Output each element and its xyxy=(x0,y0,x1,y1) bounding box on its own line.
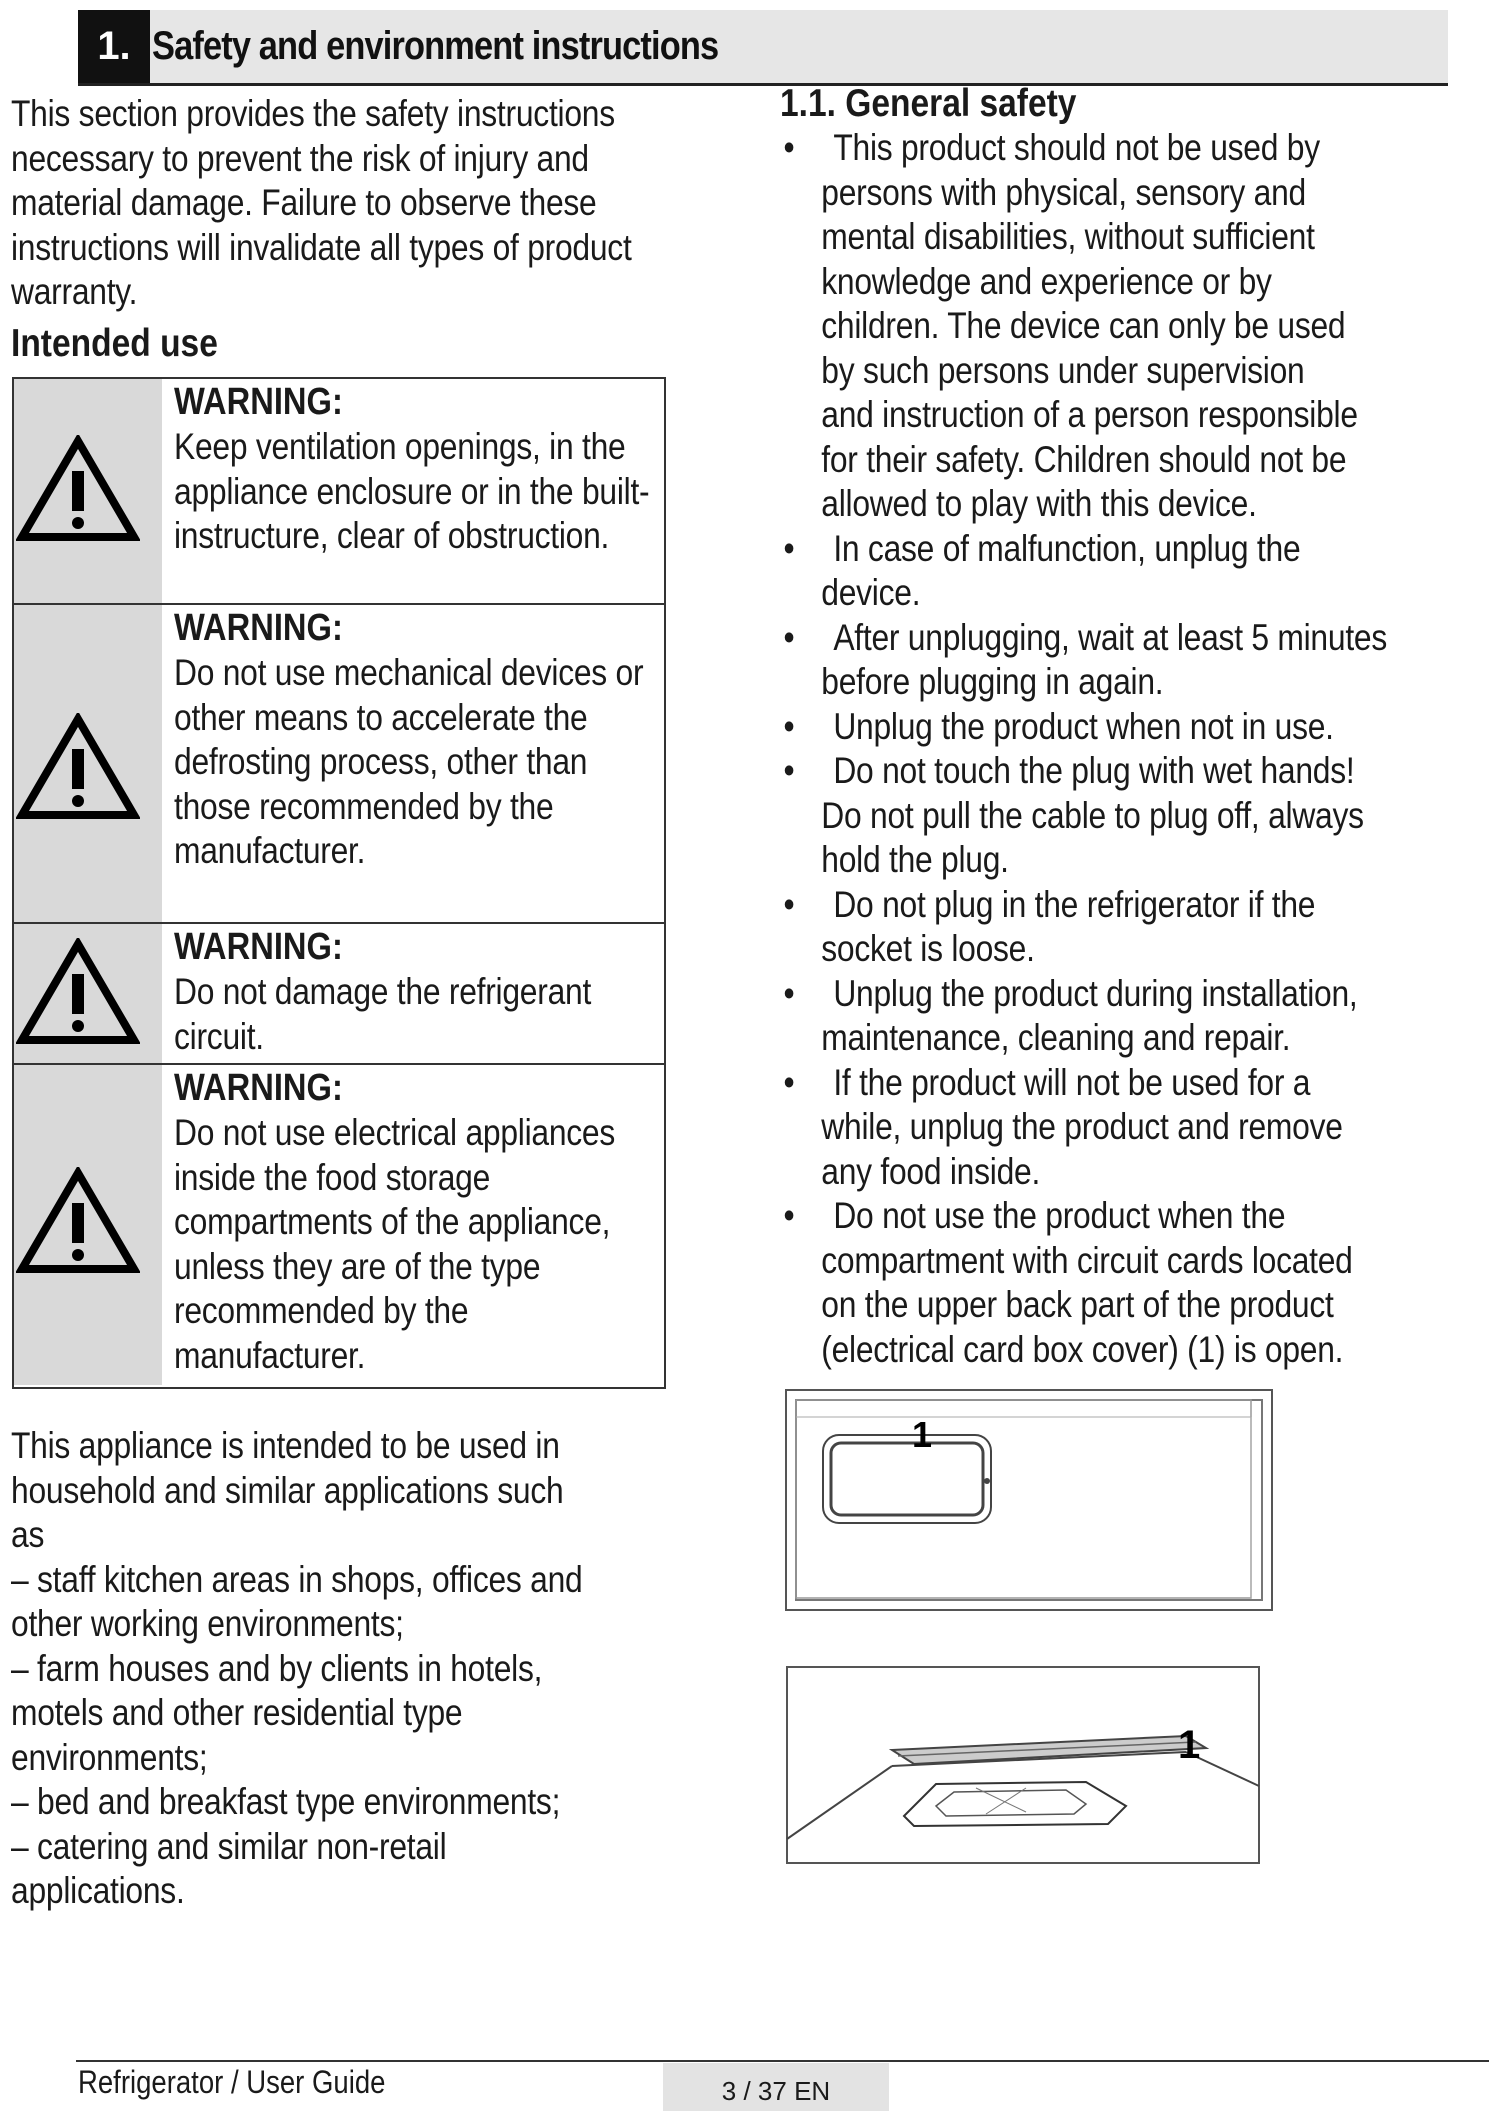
warning-text: Keep ventilation openings, in the appliance enclosure or in the built-instructure, clear of obstruction. xyxy=(174,426,650,556)
intended-use-heading: Intended use xyxy=(11,322,218,365)
warning-triangle-icon xyxy=(16,1167,140,1275)
general-safety-list xyxy=(780,126,1425,1372)
safety-bullet-line: before plugging in again. xyxy=(821,661,1164,702)
safety-bullet-line: device. xyxy=(821,572,921,613)
warning-title: WARNING: xyxy=(174,381,343,423)
safety-bullet-line: on the upper back part of the product xyxy=(821,1284,1334,1325)
section-number: 1. xyxy=(78,10,150,83)
safety-bullet-item xyxy=(780,126,1425,527)
bullet-dot: • xyxy=(783,1195,795,1236)
bullet-dot: • xyxy=(783,883,795,925)
safety-bullet-item xyxy=(780,1194,1425,1372)
usage-line: other working environments; xyxy=(11,1603,404,1644)
safety-bullet-line: After unplugging, wait at least 5 minutes xyxy=(833,616,1387,658)
safety-bullet-line: Unplug the product during installation, xyxy=(833,972,1358,1014)
section-title: Safety and environment instructions xyxy=(152,24,719,68)
intended-use-paragraph xyxy=(11,1424,682,1914)
safety-bullet-item xyxy=(780,749,1425,883)
usage-line: – staff kitchen areas in shops, offices and xyxy=(11,1558,583,1600)
warning-triangle-icon xyxy=(16,938,140,1046)
warning-row xyxy=(14,605,664,924)
safety-bullet-item xyxy=(780,883,1425,972)
warning-text: Do not damage the refrigerant circuit. xyxy=(174,971,592,1057)
safety-bullet-line: In case of malfunction, unplug the xyxy=(833,527,1301,569)
bullet-dot: • xyxy=(783,616,795,658)
safety-bullet-line: knowledge and experience or by xyxy=(821,260,1272,302)
warning-text: Do not use electrical appliances inside the food storage compartments of the appliance, unless they are of the type recommended by the manufacturer. xyxy=(174,1112,616,1376)
footer-page-number: 3 / 37 EN xyxy=(663,2063,889,2111)
usage-line: applications. xyxy=(11,1870,185,1911)
card-box-figure-back xyxy=(786,1666,1260,1864)
usage-line: environments; xyxy=(11,1736,208,1778)
safety-bullet-line: Do not use the product when the xyxy=(833,1195,1286,1236)
usage-line: motels and other residential type xyxy=(11,1692,463,1733)
warning-icon-cell xyxy=(14,605,162,922)
safety-bullet-line: Unplug the product when not in use. xyxy=(833,705,1334,747)
warning-text-block xyxy=(174,605,754,874)
warning-text-block xyxy=(174,379,754,559)
usage-line: as xyxy=(11,1514,45,1555)
safety-bullet-line: hold the plug. xyxy=(821,839,1009,880)
safety-bullet-line: and instruction of a person responsible xyxy=(821,394,1358,435)
safety-bullet-line: children. The device can only be used xyxy=(821,305,1346,346)
safety-bullet-line: by such persons under supervision xyxy=(821,349,1305,391)
warning-row xyxy=(14,1065,664,1385)
safety-bullet-line: mental disabilities, without sufficient xyxy=(821,216,1315,257)
safety-bullet-line: persons with physical, sensory and xyxy=(821,171,1306,213)
safety-bullet-item xyxy=(780,527,1425,616)
warning-row xyxy=(14,379,664,605)
warning-icon-cell xyxy=(14,1065,162,1385)
safety-bullet-line: If the product will not be used for a xyxy=(833,1061,1311,1103)
warning-triangle-icon xyxy=(16,713,140,821)
general-safety-heading: 1.1. General safety xyxy=(780,82,1077,125)
usage-line: – farm houses and by clients in hotels, xyxy=(11,1647,543,1689)
card-box-figure-top xyxy=(785,1389,1273,1611)
warning-icon-cell xyxy=(14,924,162,1063)
warning-row xyxy=(14,924,664,1065)
figure-label-2: 1 xyxy=(1178,1723,1201,1767)
safety-bullet-line: This product should not be used by xyxy=(833,127,1320,168)
usage-line: household and similar applications such xyxy=(11,1469,564,1511)
safety-bullet-item xyxy=(780,1061,1425,1195)
safety-bullet-item xyxy=(780,972,1425,1061)
usage-line: – bed and breakfast type environments; xyxy=(11,1781,561,1822)
safety-bullet-line: socket is loose. xyxy=(821,928,1035,969)
warning-icon-cell xyxy=(14,379,162,603)
usage-line: This appliance is intended to be used in xyxy=(11,1425,560,1466)
safety-bullet-item xyxy=(780,705,1425,750)
footer-rule xyxy=(76,2060,1489,2062)
safety-bullet-line: Do not touch the plug with wet hands! xyxy=(833,750,1355,791)
warning-text-block xyxy=(174,1065,754,1378)
usage-line: – catering and similar non-retail xyxy=(11,1825,447,1867)
safety-bullet-line: any food inside. xyxy=(821,1150,1041,1192)
warning-text-block xyxy=(174,924,754,1059)
warning-text: Do not use mechanical devices or other means to accelerate the defrosting process, other than those recommended by the manufacturer. xyxy=(174,652,644,871)
safety-bullet-line: maintenance, cleaning and repair. xyxy=(821,1017,1291,1058)
warning-title: WARNING: xyxy=(174,1067,343,1109)
safety-bullet-line: Do not plug in the refrigerator if the xyxy=(833,883,1316,925)
warning-title: WARNING: xyxy=(174,926,343,968)
safety-bullet-line: for their safety. Children should not be xyxy=(821,438,1347,480)
warning-table xyxy=(12,377,666,1389)
warning-triangle-icon xyxy=(16,435,140,543)
bullet-dot: • xyxy=(783,127,795,168)
safety-bullet-item xyxy=(780,616,1425,705)
bullet-dot: • xyxy=(783,972,795,1014)
intro-paragraph: This section provides the safety instructions necessary to prevent the risk of injury and material damage. Failure to observe these instructions will invalidate all types of product warranty. xyxy=(11,93,632,312)
section-header xyxy=(78,10,1448,86)
safety-bullet-line: while, unplug the product and remove xyxy=(821,1106,1343,1147)
footer-doc-title: Refrigerator / User Guide xyxy=(78,2064,386,2100)
bullet-dot: • xyxy=(783,705,795,747)
safety-bullet-line: compartment with circuit cards located xyxy=(821,1239,1353,1281)
bullet-dot: • xyxy=(783,527,795,569)
safety-bullet-line: (electrical card box cover) (1) is open. xyxy=(821,1328,1344,1370)
bullet-dot: • xyxy=(783,1061,795,1103)
warning-title: WARNING: xyxy=(174,607,343,649)
safety-bullet-line: Do not pull the cable to plug off, always xyxy=(821,794,1364,836)
safety-bullet-line: allowed to play with this device. xyxy=(821,483,1257,524)
figure-label-1: 1 xyxy=(912,1414,933,1455)
bullet-dot: • xyxy=(783,750,795,791)
